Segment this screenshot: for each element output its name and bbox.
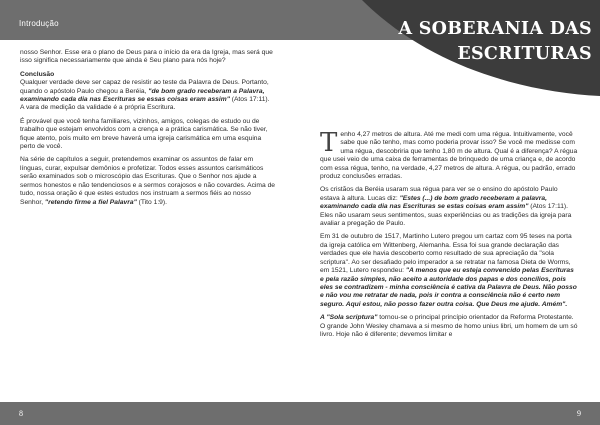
chapter-title: [392, 17, 592, 67]
opening-paragraph: [320, 128, 578, 181]
luther-quote: "A menos que eu esteja convencido pelas Escrituras e pela razão simples, não aceito a autoridade dos papas e dos concílios, pois eles se contradizem - minha consciência é cativa da Palavra de Deus. Não posso e não vou me retratar de nada, pois ir contra a consciência não é certo nem seguro. Aqui estou, não posso fazer outra coisa. Que Deus me ajude. Amém".: [320, 267, 577, 308]
paragraph-text: Qualquer verdade deve ser capaz de resistir ao teste da Palavra de Deus. Portanto, quando o apóstolo Paulo chegou a Beréia,: [20, 79, 269, 95]
paragraph-text: Na série de capítulos a seguir, pretendemos examinar os assuntos de falar em línguas, curar, expulsar demônios e profetizar. Todos esses assuntos carismáticos serão examinados sob o microscópio das Escrituras. Que o Senhor nos ajude a sermos honestos e não tendenciosos e a sermos corajosos e não covardes. Acima de tudo, nossa oração é que estes estudos nos instruam a sermos fiéis ao nosso Senhor,: [20, 156, 276, 206]
paragraph: [320, 233, 578, 309]
paragraph: [320, 186, 578, 228]
paragraph: [20, 49, 275, 66]
paragraph: [20, 118, 275, 152]
paragraph-text: nosso Senhor. Esse era o plano de Deus para o início da era da Igreja, mas será que isso significa necessariamente que ainda é Seu plano para nós hoje?: [20, 49, 273, 65]
right-page: [300, 0, 600, 425]
left-footer-bar: [0, 402, 300, 425]
paragraph-text: É provável que você tenha familiares, vizinhos, amigos, colegas de estudo ou de trabalho que estejam envolvidos com a crença e a prática carismática. Se não tiver, fique atento, pois muito em breve haverá uma igreja carismática em uma esquina perto de você.: [20, 117, 268, 151]
paragraph: [320, 314, 578, 339]
page-number: 9: [577, 409, 581, 418]
paragraph-text: (Atos 17:11). A vara de medição da validade é a própria Escritura.: [20, 96, 270, 112]
left-header-bar: [0, 0, 300, 40]
page-number: 8: [19, 409, 23, 418]
left-body-text: [20, 49, 275, 212]
paragraph-text: Em 31 de outubro de 1517, Martinho Lutero pregou um cartaz com 95 teses na porta da igreja católica em Wittenberg, Alemanha. Essa foi sua grande declaração das verdades que ele havia descoberto como resultado de sua apreciação da "sola scriptura". Ao ser desafiado pelo imperador a se retratar na famosa Dieta de Worms, em 1521, Lutero respondeu:: [320, 233, 572, 275]
chapter-label: Introdução: [19, 19, 59, 28]
paragraph-text: (Atos 17:11). Eles não usaram seus sentimentos, suas experiências ou as tradições da igreja para avaliar a pregação de Paulo.: [320, 203, 572, 228]
conclusion-paragraph: [20, 71, 275, 113]
paragraph: [20, 156, 275, 206]
chapter-title-line: A SOBERANIA DAS: [398, 19, 592, 39]
scripture-quote: "retendo firme a fiel Palavra": [44, 198, 137, 206]
scripture-quote: "Estes (...) de bom grado receberam a palavra, examinando cada dia nas Escrituras se estas coisas eram assim": [320, 194, 547, 211]
right-header: [300, 0, 600, 75]
right-body-text: [320, 128, 578, 344]
paragraph-text: Os cristãos da Beréia usaram sua régua para ver se o ensino do apóstolo Paulo estava à altura. Lucas diz:: [320, 186, 558, 202]
paragraph-text: tornou-se o principal princípio orientador da Reforma Protestante. O grande John Wesley chamava a si mesmo de homo unius libri, um homem de um só livro. Hoje não é diferente; devemos limitar e: [320, 314, 578, 338]
chapter-title-line: ESCRITURAS: [457, 44, 592, 64]
scripture-quote: "de bom grado receberam a Palavra, examinando cada dia nas Escrituras se essas coisas eram assim": [20, 87, 265, 104]
paragraph-text: enho 4,27 metros de altura. Até me medi com uma régua. Intuitivamente, você sabe que não tenho, mas como poderia provar isso? Se você me medisse com uma régua, descobriria que tenho 1,80 m de altura. Qual é a diferença? A régua que usei veio de uma caixa de ferramentas de brinquedo de uma criança e, de acordo com essa régua, tenho, na verdade, 4,27 metros de altura. A régua, ou padrão, errado produz conclusões erradas.: [320, 131, 578, 181]
conclusion-heading: Conclusão: [20, 70, 55, 78]
scripture-quote: A "Sola scriptura": [320, 314, 378, 322]
paragraph-text: (Tito 1:9).: [136, 198, 167, 206]
right-footer-bar: [300, 402, 600, 425]
drop-cap: T: [320, 128, 338, 158]
